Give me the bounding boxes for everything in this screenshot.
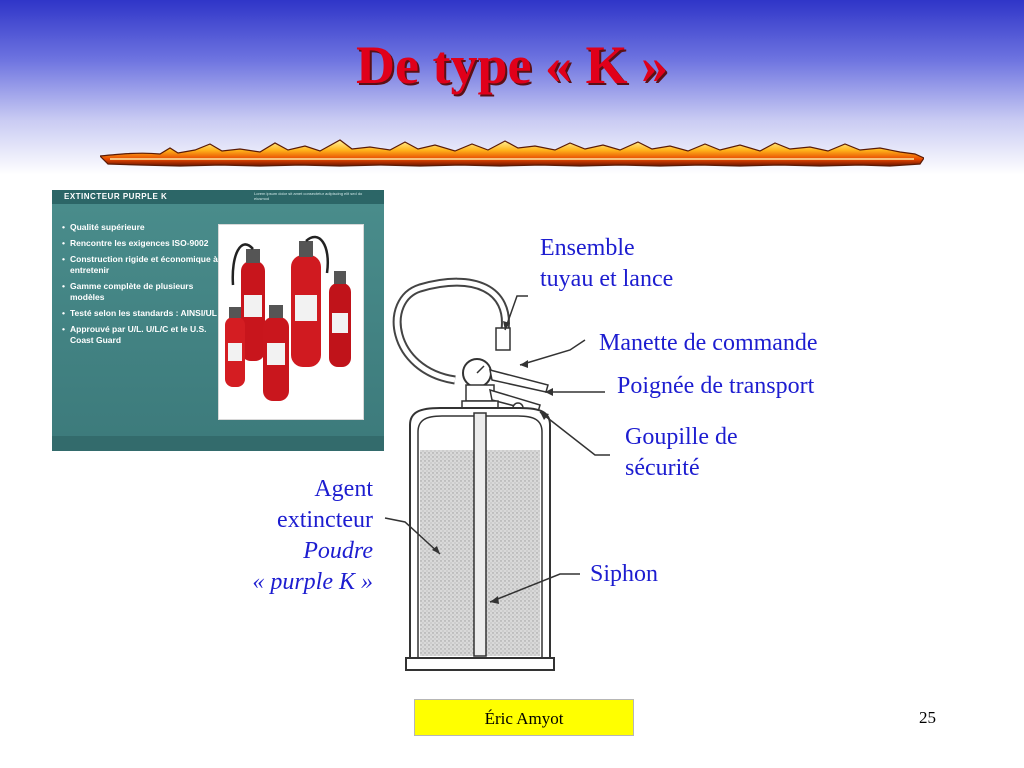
feature-item: • Rencontre les exigences ISO-9002 (62, 238, 218, 249)
fire-divider (100, 130, 924, 172)
feature-item: • Qualité supérieure (62, 222, 218, 233)
feature-item: • Testé selon les standards : AINSI/UL (62, 308, 218, 319)
panel-title: EXTINCTEUR PURPLE K (64, 192, 168, 201)
label-hose (540, 233, 673, 295)
label-hose-line2: tuyau et lance (540, 266, 674, 292)
label-pin-line1: Goupille de (625, 424, 738, 450)
feature-item: • Construction rigide et économique à entretenir (62, 254, 218, 276)
label-handle: Poignée de transport (617, 373, 815, 399)
label-agent-line2: extincteur (277, 507, 373, 533)
label-agent-line3: Poudre (303, 538, 373, 564)
footer-author: Éric Amyot (414, 699, 634, 736)
label-agent-line1: Agent (314, 476, 373, 502)
label-agent-line4: « purple K » (252, 569, 373, 595)
feature-list (62, 222, 218, 351)
panel-bottom-strip (52, 436, 384, 451)
valve-assembly (462, 359, 548, 413)
label-pin-line2: sécurité (625, 455, 700, 481)
product-panel (52, 190, 384, 451)
label-pin (625, 422, 738, 484)
extinguishers-illustration (219, 225, 365, 421)
label-hose-line1: Ensemble (540, 235, 635, 261)
label-lever: Manette de commande (599, 330, 818, 356)
feature-item: • Approuvé par U/L. U/L/C et le U.S. Coast Guard (62, 324, 218, 346)
page-number: 25 (919, 708, 936, 727)
hose (397, 282, 510, 380)
extinguisher-photo (218, 224, 364, 420)
label-agent (180, 474, 373, 598)
slide-title: De type « K » (356, 35, 668, 95)
panel-note: Lorem ipsum dolor sit amet consectetur adipiscing elit sed do eiusmod (254, 191, 363, 201)
label-siphon: Siphon (590, 561, 659, 587)
feature-item: • Gamme complète de plusieurs modèles (62, 281, 218, 303)
cylinder (406, 408, 554, 670)
